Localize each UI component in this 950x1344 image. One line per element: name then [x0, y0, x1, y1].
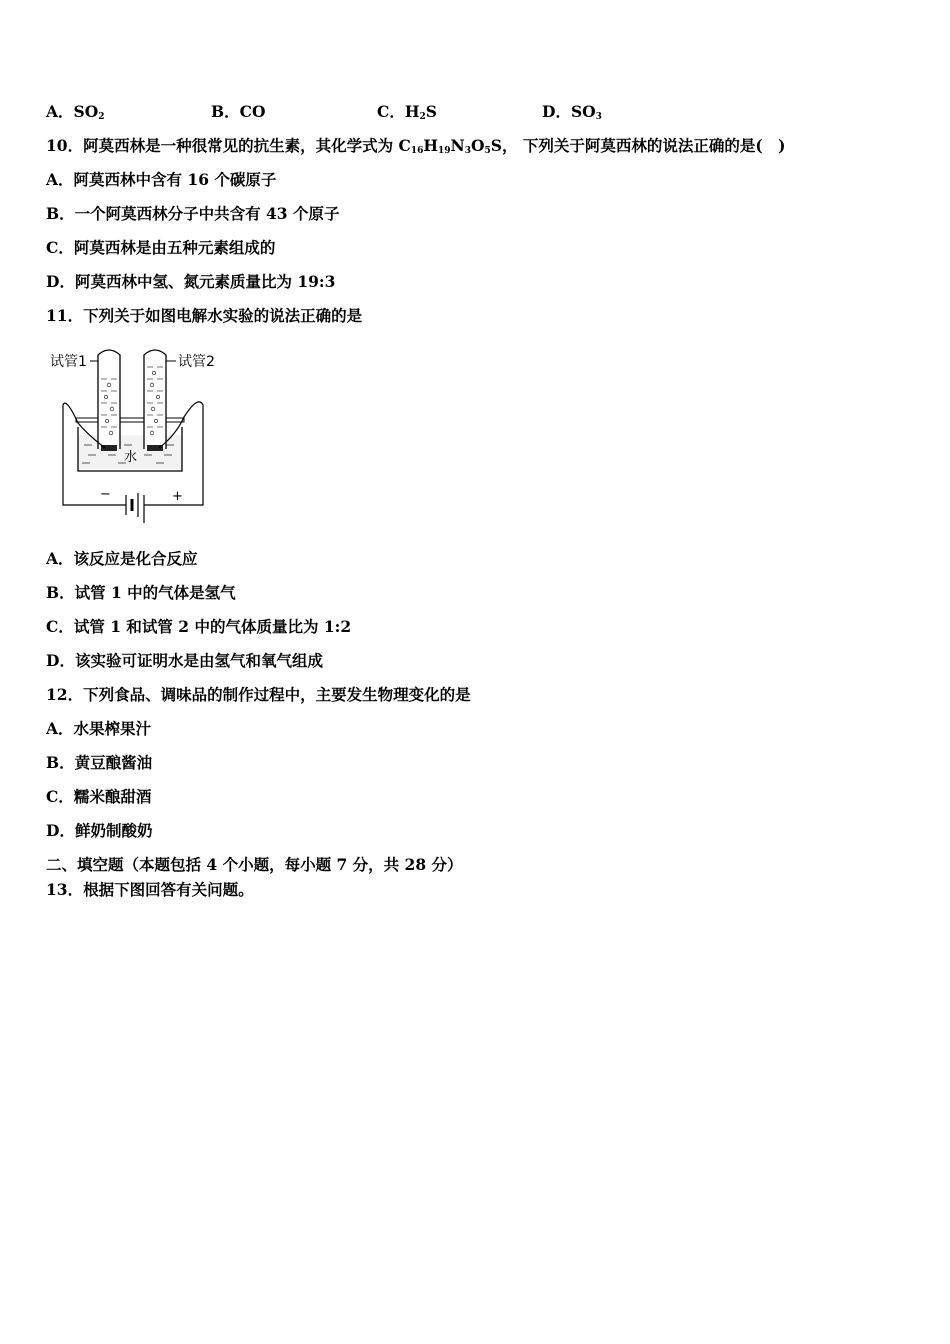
q13-stem: 13．根据下图回答有关问题。 — [46, 880, 254, 899]
q9-option-b: B．CO — [211, 102, 266, 121]
q10-formula: $C_{16}H_{19}N_3O_5S$ — [398, 136, 502, 156]
q11-option-c: C．试管 1 和试管 2 中的气体质量比为 1:2 — [46, 617, 352, 636]
test-tube-1 — [98, 350, 120, 449]
q12-option-a: A．水果榨果汁 — [46, 719, 152, 738]
q12-option-c: C．糯米酿甜酒 — [46, 787, 152, 806]
electrode-2 — [147, 445, 163, 451]
q11-option-a: A．该反应是化合反应 — [46, 549, 198, 568]
q10-option-a: A．阿莫西林中含有 16 个碳原子 — [46, 170, 277, 189]
section-2-title: 二、填空题（本题包括 4 个小题，每小题 7 分，共 28 分） — [46, 855, 463, 874]
q9-option-d: D．$SO_3$ — [542, 102, 602, 122]
test-tube-2 — [144, 350, 166, 449]
q10-option-d: D．阿莫西林中氢、氮元素质量比为 19:3 — [46, 272, 336, 291]
q12-option-d: D．鲜奶制酸奶 — [46, 821, 153, 840]
q12-stem: 12．下列食品、调味品的制作过程中，主要发生物理变化的是 — [46, 685, 471, 704]
q10-stem: 10．阿莫西林是一种很常见的抗生素，其化学式为 $C_{16}H_{19}N_3O_5S$， 下列关于阿莫西林的说法正确的是( ) — [46, 136, 786, 156]
water-label: 水 — [124, 450, 138, 465]
tube2-label: 试管2 — [178, 354, 215, 370]
q9-options — [46, 102, 746, 124]
q12-option-b: B．黄豆酿酱油 — [46, 753, 153, 772]
negative-sign: − — [100, 487, 111, 502]
q9-option-c: C．$H_2S$ — [377, 102, 437, 122]
q9-option-a: A．$SO_2$ — [46, 102, 105, 122]
q11-option-d: D．该实验可证明水是由氢气和氧气组成 — [46, 651, 323, 670]
positive-sign: + — [172, 489, 183, 504]
electrode-1 — [101, 445, 117, 451]
support-plate — [76, 418, 184, 422]
tube1-label: 试管1 — [50, 354, 87, 370]
electrolysis-diagram — [48, 345, 238, 530]
q10-option-b: B．一个阿莫西林分子中共含有 43 个原子 — [46, 204, 340, 223]
q11-option-b: B．试管 1 中的气体是氢气 — [46, 583, 236, 602]
q11-stem: 11．下列关于如图电解水实验的说法正确的是 — [46, 306, 363, 325]
q10-option-c: C．阿莫西林是由五种元素组成的 — [46, 238, 276, 257]
